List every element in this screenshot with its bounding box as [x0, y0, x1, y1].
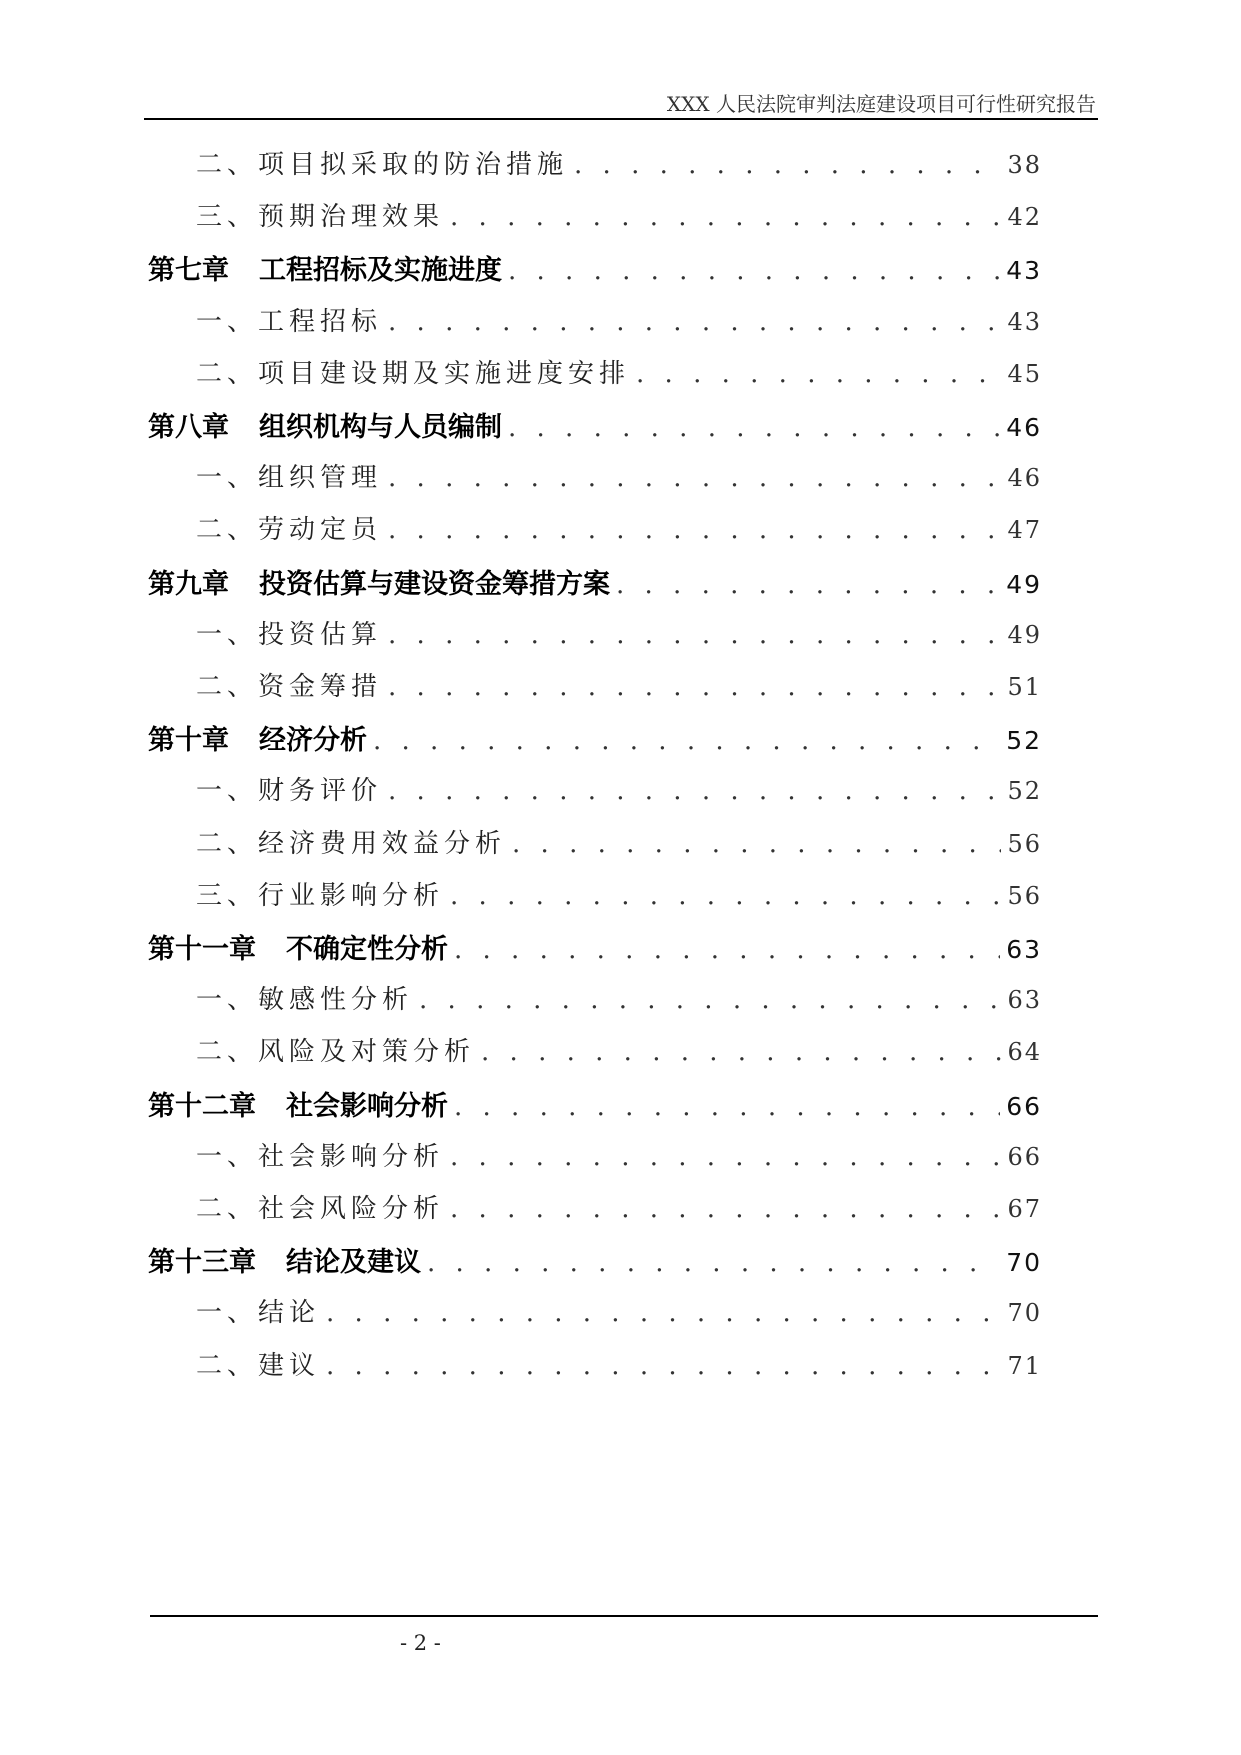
- chapter-number: 第八章: [148, 412, 229, 443]
- chapter-title: 社会影响分析: [286, 1091, 448, 1122]
- dot-leader: [326, 1298, 1001, 1328]
- page-number: - 2 -: [400, 1631, 441, 1655]
- toc-entry-title: 一、结论: [196, 1298, 321, 1328]
- toc-page-number: 52: [1007, 777, 1042, 805]
- chapter-number: 第十二章: [148, 1091, 256, 1122]
- chapter-number: 第七章: [148, 255, 229, 286]
- chapter-title: 经济分析: [259, 725, 367, 756]
- dot-leader: [388, 463, 1001, 493]
- toc-page-number: 56: [1007, 882, 1042, 910]
- toc-entry-title: 三、行业影响分析: [196, 881, 445, 911]
- toc-section-entry[interactable]: [196, 144, 1042, 184]
- toc-section-entry[interactable]: [196, 1345, 1042, 1385]
- toc-section-entry[interactable]: [196, 301, 1042, 341]
- chapter-number: 第十三章: [148, 1247, 256, 1278]
- dot-leader: [427, 1248, 1000, 1278]
- chapter-title: 不确定性分析: [286, 934, 448, 965]
- toc-chapter-entry[interactable]: [148, 405, 1042, 445]
- toc-entry-title: 二、建议: [196, 1351, 321, 1381]
- toc-section-entry[interactable]: [196, 353, 1042, 393]
- toc-entry-title: [148, 1084, 448, 1123]
- toc-entry-title: 一、工程招标: [196, 307, 383, 337]
- toc-entry-title: 二、风险及对策分析: [196, 1037, 476, 1067]
- toc-page-number: 70: [1006, 1248, 1042, 1277]
- dot-leader: [616, 570, 1000, 600]
- toc-page-number: 63: [1007, 986, 1042, 1014]
- dot-leader: [388, 307, 1001, 337]
- chapter-title: 结论及建议: [286, 1247, 421, 1278]
- toc-entry-title: 一、投资估算: [196, 620, 383, 650]
- toc-entry-title: [148, 927, 448, 966]
- toc-entry-title: [148, 1240, 421, 1279]
- chapter-title: 投资估算与建设资金筹措方案: [259, 569, 610, 600]
- chapter-number: 第十一章: [148, 934, 256, 965]
- dot-leader: [574, 150, 1001, 180]
- toc-entry-title: [148, 248, 502, 287]
- toc-section-entry[interactable]: [196, 1292, 1042, 1332]
- dot-leader: [450, 881, 1001, 911]
- dot-leader: [388, 515, 1001, 545]
- dot-leader: [373, 726, 1000, 756]
- chapter-number: 第九章: [148, 569, 229, 600]
- dot-leader: [454, 1092, 1000, 1122]
- toc-page-number: 42: [1007, 203, 1042, 231]
- toc-chapter-entry[interactable]: [148, 927, 1042, 967]
- toc-section-entry[interactable]: [196, 1031, 1042, 1071]
- toc-page-number: 63: [1006, 935, 1042, 964]
- dot-leader: [388, 776, 1001, 806]
- toc-entry-title: 二、社会风险分析: [196, 1194, 445, 1224]
- toc-section-entry[interactable]: [196, 823, 1042, 863]
- toc-entry-title: 二、经济费用效益分析: [196, 829, 507, 859]
- toc-page-number: 64: [1007, 1038, 1042, 1066]
- toc-page-number: 45: [1007, 360, 1042, 388]
- dot-leader: [481, 1037, 1001, 1067]
- toc-chapter-entry[interactable]: [148, 718, 1042, 758]
- page-footer: [150, 1615, 1098, 1655]
- toc-page-number: 43: [1007, 308, 1042, 336]
- toc-entry-title: 三、预期治理效果: [196, 202, 445, 232]
- toc-entry-title: 二、资金筹措: [196, 672, 383, 702]
- dot-leader: [508, 256, 1000, 286]
- toc-entry-title: 二、项目建设期及实施进度安排: [196, 359, 631, 389]
- dot-leader: [508, 413, 1000, 443]
- dot-leader: [450, 1194, 1001, 1224]
- toc-page-number: 47: [1007, 516, 1042, 544]
- toc-page-number: 43: [1006, 256, 1042, 285]
- toc-section-entry[interactable]: [196, 614, 1042, 654]
- dot-leader: [419, 985, 1001, 1015]
- toc-section-entry[interactable]: [196, 457, 1042, 497]
- toc-entry-title: [148, 562, 610, 601]
- toc-page-number: 52: [1006, 726, 1042, 755]
- toc-page-number: 66: [1007, 1143, 1042, 1171]
- toc-entry-title: 一、组织管理: [196, 463, 383, 493]
- toc-page-number: 46: [1007, 464, 1042, 492]
- toc-page-number: 70: [1007, 1299, 1042, 1327]
- toc-page-number: 71: [1007, 1352, 1042, 1380]
- toc-section-entry[interactable]: [196, 196, 1042, 236]
- toc-page-number: 56: [1007, 830, 1042, 858]
- chapter-number: 第十章: [148, 725, 229, 756]
- toc-page-number: 46: [1006, 413, 1042, 442]
- toc-section-entry[interactable]: [196, 770, 1042, 810]
- toc-page-number: 38: [1007, 151, 1042, 179]
- toc-section-entry[interactable]: [196, 666, 1042, 706]
- chapter-title: 组织机构与人员编制: [259, 412, 502, 443]
- toc-entry-title: 二、劳动定员: [196, 515, 383, 545]
- toc-entry-title: [148, 405, 502, 444]
- toc-section-entry[interactable]: [196, 979, 1042, 1019]
- toc-chapter-entry[interactable]: [148, 562, 1042, 602]
- toc-chapter-entry[interactable]: [148, 1084, 1042, 1124]
- toc-page-number: 49: [1006, 570, 1042, 599]
- toc-page-number: 51: [1007, 673, 1042, 701]
- toc-section-entry[interactable]: [196, 1188, 1042, 1228]
- toc-page-number: 67: [1007, 1195, 1042, 1223]
- document-title: XXX 人民法院审判法庭建设项目可行性研究报告: [666, 92, 1096, 116]
- dot-leader: [388, 672, 1001, 702]
- toc-entry-title: 二、项目拟采取的防治措施: [196, 150, 569, 180]
- toc-section-entry[interactable]: [196, 509, 1042, 549]
- toc-entry-title: [148, 718, 367, 757]
- dot-leader: [450, 202, 1001, 232]
- toc-chapter-entry[interactable]: [148, 248, 1042, 288]
- dot-leader: [636, 359, 1001, 389]
- toc-chapter-entry[interactable]: [148, 1240, 1042, 1280]
- toc-entry-title: 一、敏感性分析: [196, 985, 414, 1015]
- toc-page-number: 66: [1006, 1092, 1042, 1121]
- dot-leader: [326, 1351, 1001, 1381]
- toc-entry-title: 一、财务评价: [196, 776, 383, 806]
- dot-leader: [512, 829, 1001, 859]
- dot-leader: [454, 935, 1000, 965]
- dot-leader: [388, 620, 1001, 650]
- chapter-title: 工程招标及实施进度: [259, 255, 502, 286]
- toc-entry-title: 一、社会影响分析: [196, 1142, 445, 1172]
- toc-section-entry[interactable]: [196, 1136, 1042, 1176]
- dot-leader: [450, 1142, 1001, 1172]
- toc-section-entry[interactable]: [196, 875, 1042, 915]
- toc-page-number: 49: [1007, 621, 1042, 649]
